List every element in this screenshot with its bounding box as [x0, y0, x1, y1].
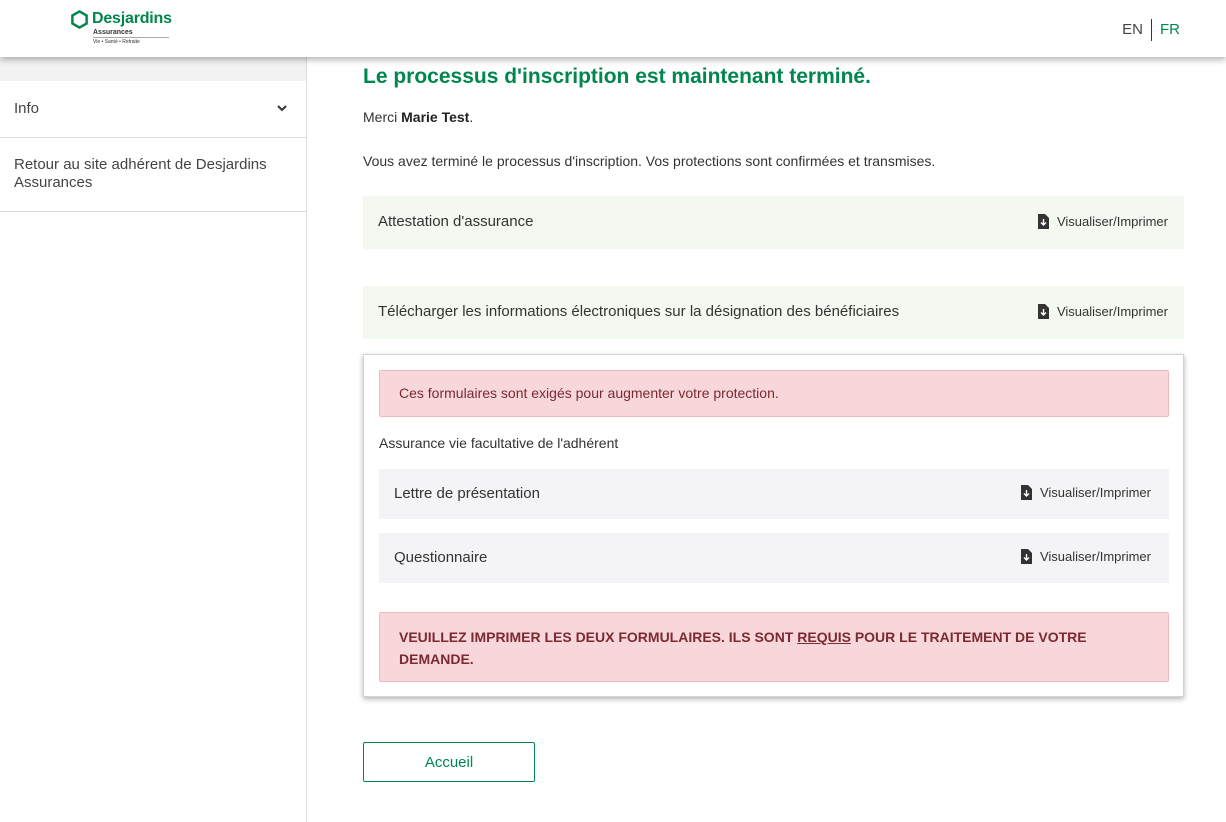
sidebar: [0, 57, 307, 822]
sidebar-item-info[interactable]: [0, 81, 306, 138]
view-print-label: Visualiser/Imprimer: [1056, 304, 1168, 319]
view-print-link[interactable]: [1038, 304, 1168, 319]
form-row-label: Lettre de présentation: [394, 485, 540, 502]
forms-required-alert: [379, 370, 1169, 417]
sidebar-item-info-label: Info: [14, 100, 40, 117]
forms-required-alert-text: Ces formulaires sont exigés pour augmenter votre protection.: [399, 385, 779, 401]
view-print-link[interactable]: [1021, 485, 1151, 500]
doc-row-beneficiaires: [363, 286, 1184, 339]
language-switcher: [1122, 19, 1180, 41]
form-row-lettre: [379, 469, 1169, 519]
view-print-label: Visualiser/Imprimer: [1039, 549, 1151, 564]
document-download-icon: [1038, 304, 1049, 319]
warning-after: POUR LE TRAITEMENT DE VOTRE DEMANDE.: [399, 629, 1087, 667]
form-row-questionnaire: [379, 533, 1169, 583]
print-warning-alert: [379, 612, 1169, 682]
doc-row-label: Attestation d'assurance: [378, 213, 534, 230]
warning-before: VEUILLEZ IMPRIMER LES DEUX FORMULAIRES. ILS SONT: [399, 629, 798, 645]
view-print-link[interactable]: [1021, 549, 1151, 564]
desjardins-logo[interactable]: [70, 9, 170, 49]
doc-row-attestation: [363, 196, 1184, 249]
logo-divider: [93, 37, 169, 38]
required-forms-card: [363, 354, 1184, 697]
view-print-label: Visualiser/Imprimer: [1039, 485, 1151, 500]
merci-suffix: .: [469, 109, 474, 125]
completion-text: Vous avez terminé le processus d'inscription. Vos protections sont confirmées et transmises.: [363, 153, 936, 169]
warning-requis: REQUIS: [797, 629, 851, 645]
chevron-down-icon: [276, 102, 288, 114]
document-download-icon: [1021, 549, 1032, 564]
page-header: [0, 0, 1226, 57]
print-warning-text: [399, 626, 1139, 670]
logo-sub: Assurances: [93, 29, 133, 36]
form-row-label: Questionnaire: [394, 549, 488, 566]
lang-fr-link[interactable]: FR: [1160, 21, 1180, 38]
logo-brand: Desjardins: [92, 10, 172, 27]
thank-you-text: [363, 109, 473, 125]
page-title: Le processus d'inscription est maintenant terminé.: [363, 65, 871, 88]
section-title: Assurance vie facultative de l'adhérent: [379, 435, 619, 451]
user-name: Marie Test: [401, 109, 470, 125]
document-download-icon: [1038, 214, 1049, 229]
doc-row-label: Télécharger les informations électroniques sur la désignation des bénéficiaires: [378, 303, 900, 320]
sidebar-item-retour-label: Retour au site adhérent de Desjardins Assurances: [14, 156, 267, 191]
lang-en-link[interactable]: EN: [1122, 19, 1152, 41]
accueil-button[interactable]: Accueil: [363, 742, 535, 782]
view-print-label: Visualiser/Imprimer: [1056, 214, 1168, 229]
merci-prefix: Merci: [363, 109, 398, 125]
logo-tagline: Vie • Santé • Retraite: [93, 39, 140, 45]
hexagon-logo-icon: [70, 10, 89, 29]
sidebar-top-strip: [0, 57, 306, 81]
sidebar-item-retour[interactable]: [0, 138, 306, 212]
document-download-icon: [1021, 485, 1032, 500]
view-print-link[interactable]: [1038, 214, 1168, 229]
